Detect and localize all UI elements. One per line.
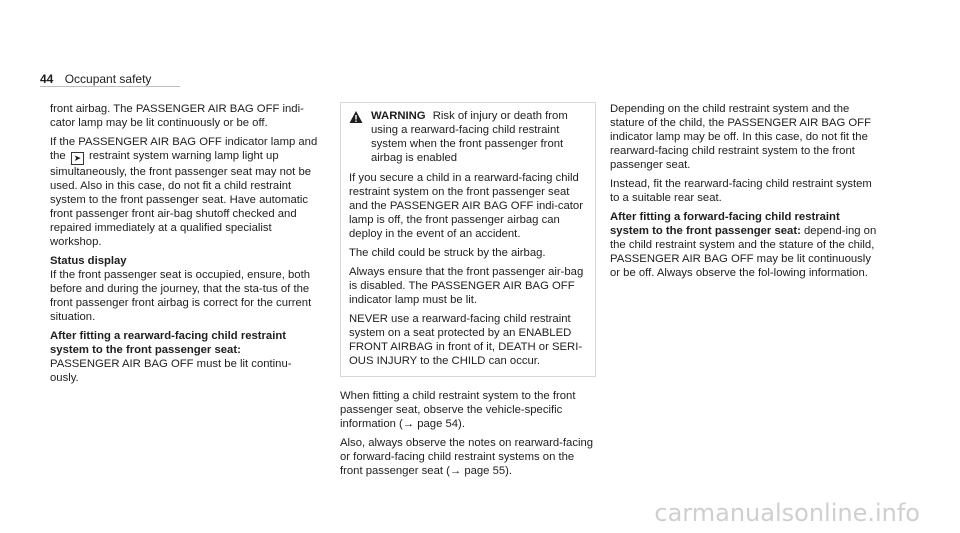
warning-triangle-icon bbox=[349, 110, 363, 124]
paragraph: PASSENGER AIR BAG OFF must be lit continu-ously. bbox=[50, 358, 292, 384]
paragraph: NEVER use a rearward-facing child restraint system on a seat protected by an ENABLED FRONT AIRBAG in front of it, DEATH or SERI-OUS INJURY to the CHILD can occur. bbox=[349, 313, 583, 367]
after-warning-text bbox=[340, 389, 595, 478]
column-left bbox=[50, 102, 320, 390]
section-title: Occupant safety bbox=[64, 72, 152, 86]
subheading: After fitting a forward-facing child restraint system to the front passenger seat: bbox=[610, 211, 840, 237]
header-divider bbox=[40, 86, 180, 87]
paragraph: Always ensure that the front passenger air-bag is disabled. The PASSENGER AIR BAG OFF indicator lamp must be lit. bbox=[349, 266, 584, 306]
paragraph: If you secure a child in a rearward-facing child restraint system on the front passenger seat and the PASSENGER AIR BAG OFF indi-cator lamp is off, the front passenger airbag can deploy in the event of an accident. bbox=[349, 172, 583, 240]
page-number: 44 bbox=[40, 72, 54, 86]
subheading: After fitting a rearward-facing child restraint system to the front passenger seat: bbox=[50, 330, 287, 356]
restraint-system-warning-icon: ➤ bbox=[71, 152, 84, 165]
warning-heading-text: Risk of injury or death from using a rearward-facing child restraint system when the front passenger front airbag is enabled bbox=[371, 110, 568, 164]
column-middle bbox=[340, 102, 595, 483]
paragraph: front airbag. The PASSENGER AIR BAG OFF indi-cator lamp may be lit continuously or be off. bbox=[50, 103, 304, 129]
status-display-heading: Status display bbox=[50, 255, 127, 267]
warning-header bbox=[349, 109, 587, 165]
paragraph: Depending on the child restraint system and the stature of the child, the PASSENGER AIR BAG OFF indicator lamp may be off. In this case, do not fit the rearward-facing child restraint system to the front passenger seat. bbox=[610, 103, 871, 171]
warning-body bbox=[349, 171, 587, 368]
paragraph: Instead, fit the rearward-facing child restraint system to a suitable rear seat. bbox=[610, 178, 872, 204]
warning-heading bbox=[371, 109, 587, 165]
watermark: carmanualsonline.info bbox=[654, 499, 920, 527]
page-header bbox=[40, 72, 151, 86]
paragraph bbox=[610, 210, 880, 280]
paragraph: The child could be struck by the airbag. bbox=[349, 247, 546, 259]
text-run: If the PASSENGER AIR BAG OFF indicator lamp and the bbox=[50, 136, 318, 162]
paragraph: If the front passenger seat is occupied, ensure, both before and during the journey, that the sta-tus of the front passenger front airbag is correct for the current situation. bbox=[50, 269, 312, 323]
warning-box bbox=[340, 102, 596, 377]
paragraph: When fitting a child restraint system to the front passenger seat, observe the vehicle-specific information (→ page 54). bbox=[340, 390, 576, 430]
paragraph bbox=[50, 135, 320, 249]
text-run: depend-ing on the child restraint system and the stature of the child, PASSENGER AIR BAG OFF may be lit continuously or be off. Always observe the fol-lowing information. bbox=[610, 225, 877, 279]
warning-title: WARNING bbox=[371, 110, 426, 122]
text-run: restraint system warning lamp light up simultaneously, the front passenger seat may not be used. Also in this case, do not fit a child restraint system to the front passenger seat. Have automatic front passenger front air-bag shutoff checked and repaired immediately at a qualified specialist workshop. bbox=[50, 150, 312, 248]
column-right bbox=[610, 102, 880, 285]
paragraph: Also, always observe the notes on rearward-facing or forward-facing child restraint systems on the front passenger seat (→ page 55). bbox=[340, 437, 594, 477]
